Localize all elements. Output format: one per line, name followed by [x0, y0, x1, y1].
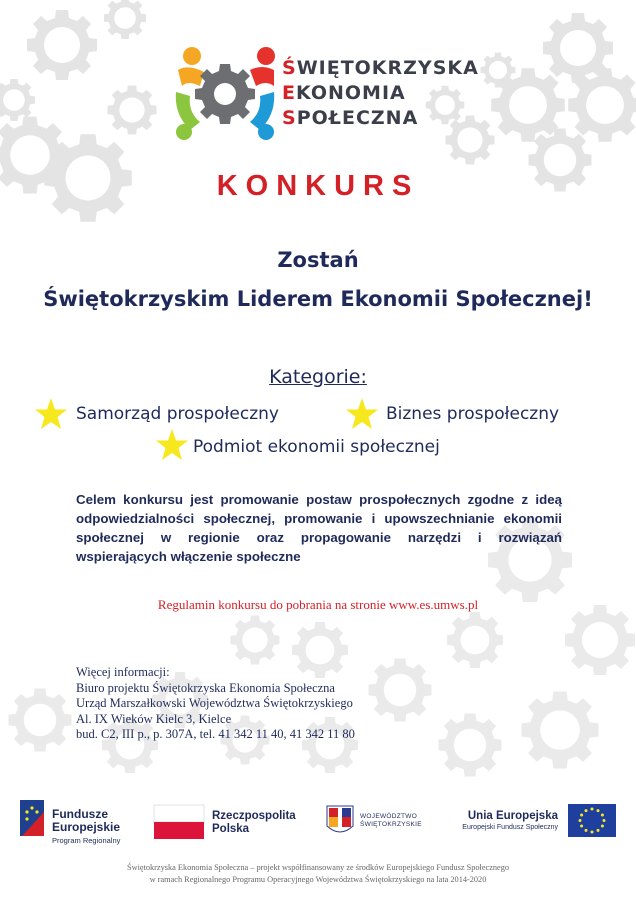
category-podmiot: Podmiot ekonomii społecznej [193, 437, 440, 457]
eu-flag-icon [568, 804, 616, 837]
logo-line-2: EKONOMIA [282, 82, 406, 104]
rzeczpospolita-text [212, 810, 296, 836]
coat-of-arms-icon [327, 806, 353, 832]
headline-line-2: Świętokrzyskim Liderem Ekonomii Społecznej! [43, 287, 593, 311]
ws-line-2: ŚWIĘTOKRZYSKIE [360, 821, 422, 828]
ue-line-2: Europejski Fundusz Społeczny [462, 824, 558, 831]
rp-line-1: Rzeczpospolita [212, 810, 296, 822]
ue-line-1: Unia Europejska [467, 810, 558, 822]
info-line: Więcej informacji: [76, 665, 170, 679]
info-line: bud. C2, III p., p. 307A, tel. 41 342 11 40, 41 342 11 80 [76, 727, 355, 741]
info-line: Biuro projektu Świętokrzyska Ekonomia Społeczna [76, 680, 335, 695]
funding-note [0, 862, 636, 885]
info-line: Urząd Marszałkowski Województwa Świętokrzyskiego [76, 696, 353, 710]
ws-line-1: WOJEWÓDZTWO [360, 813, 418, 820]
logo-line-3: SPOŁECZNA [282, 107, 419, 129]
fundusze-europejskie-logo-icon [20, 800, 44, 836]
fe-subtitle: Program Regionalny [52, 836, 121, 845]
contest-description: Celem konkursu jest promowanie postaw prospołecznych zgodne z ideą odpowiedzialności społecznej, promowanie i upowszechnianie ekonomii społecznej w regionie oraz propagowanie narzędzi i rozwiązań wspierających włączenie społeczne [76, 492, 562, 564]
konkurs-title: KONKURS [216, 170, 420, 202]
category-samorzad: Samorząd prospołeczny [76, 404, 279, 424]
contact-info [76, 665, 355, 743]
star-icon [155, 428, 189, 462]
info-line: Al. IX Wieków Kielc 3, Kielce [76, 711, 232, 726]
polish-flag-icon [154, 805, 204, 839]
funding-note-line-1: Świętokrzyska Ekonomia Społeczna – projekt współfinansowany ze środków Europejskiego Fundusz Społecznego [126, 863, 510, 872]
regulamin-link[interactable]: Regulamin konkursu do pobrania na stronie www.es.umws.pl [157, 597, 479, 612]
category-biznes: Biznes prospołeczny [386, 404, 560, 424]
categories-heading: Kategorie: [269, 366, 367, 388]
unia-europejska-text [440, 810, 558, 831]
star-icon [34, 397, 68, 431]
fe-title-1: Fundusze [52, 807, 108, 821]
headline-line-1: Zostań [277, 248, 359, 272]
fundusze-europejskie-text [52, 808, 120, 845]
logo-text [282, 56, 479, 131]
ses-logo-icon [170, 42, 280, 142]
rp-line-2: Polska [212, 823, 250, 835]
fe-title-2: Europejskie [52, 820, 121, 834]
star-icon [345, 397, 379, 431]
funding-note-line-2: w ramach Regionalnego Programu Operacyjnego Województwa Świętokrzyskiego na lata 2014-2020 [149, 874, 487, 884]
wojewodztwo-text [360, 813, 422, 829]
logo-line-1: ŚWIĘTOKRZYSKA [282, 57, 479, 79]
